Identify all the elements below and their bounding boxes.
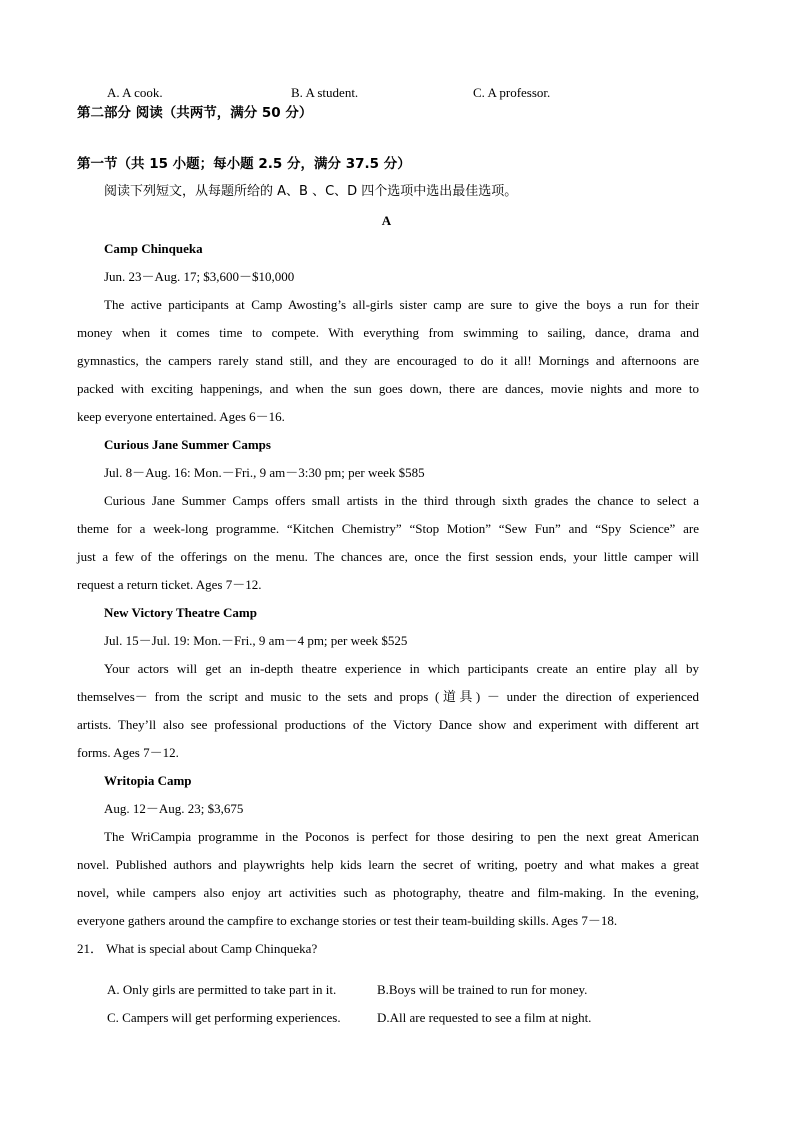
camp-text-line: artists. They’ll also see professional productions of the Victory Dance show and experiment with different art	[77, 717, 699, 732]
camp-text-line: Curious Jane Summer Camps offers small artists in the third through sixth grades the chance to select a	[104, 493, 699, 508]
camp-text-line: theme for a week-long programme. “Kitchen Chemistry” “Stop Motion” “Sew Fun” and “Spy Science” are	[77, 521, 699, 536]
camp-info: Jun. 23－Aug. 17; $3,600－$10,000	[104, 269, 295, 284]
camp-name: Curious Jane Summer Camps	[104, 437, 271, 452]
camp-text-line: forms. Ages 7－12.	[77, 745, 179, 760]
camp-text-line: request a return ticket. Ages 7－12.	[77, 577, 262, 592]
section-title: 第一节（共 15 小题；每小题 2.5 分，满分 37.5 分）	[77, 156, 411, 172]
camp-text-line: Your actors will get an in-depth theatre experience in which participants create an entire play all by	[104, 661, 699, 676]
camp-text-line: everyone gathers around the campfire to exchange stories or test their team-building skills. Ages 7－18.	[77, 913, 618, 928]
camp-text-line: themselves－ from the script and music to the sets and props (道具) － under the direction of experienced	[77, 689, 699, 704]
camp-text-line: keep everyone entertained. Ages 6－16.	[77, 409, 285, 424]
camp-text-line: gymnastics, the campers rarely stand still, and they are encouraged to do it all! Mornings and afternoons are	[77, 353, 699, 368]
camp-text-line: The WriCampia programme in the Poconos is perfect for those desiring to pen the next great American	[104, 829, 699, 844]
prev-option-b: B. A student.	[291, 85, 359, 100]
part-title: 第二部分 阅读（共两节，满分 50 分）	[77, 105, 313, 121]
camp-text-line: The active participants at Camp Awosting’s all-girls sister camp are sure to give the boys a run for their	[104, 297, 699, 312]
question-option-b: B.Boys will be trained to run for money.	[377, 982, 588, 997]
prev-option-c: C. A professor.	[473, 85, 551, 100]
camp-text-line: novel. Published authors and playwrights help kids learn the secret of writing, poetry and what makes a great	[77, 857, 699, 872]
camp-info: Aug. 12－Aug. 23; $3,675	[104, 801, 244, 816]
camp-name: Writopia Camp	[104, 773, 192, 788]
instruction: 阅读下列短文，从每题所给的 A、B 、C、D 四个选项中选出最佳选项。	[104, 184, 518, 199]
prev-option-a: A. A cook.	[107, 85, 163, 100]
question-option-d: D.All are requested to see a film at night.	[377, 1010, 592, 1025]
question-option-a: A. Only girls are permitted to take part in it.	[107, 982, 337, 997]
camp-info: Jul. 8－Aug. 16: Mon.－Fri., 9 am－3:30 pm; per week $585	[104, 465, 425, 480]
camp-text-line: novel, while campers also enjoy art activities such as photography, theatre and film-making. In the evening,	[77, 885, 699, 900]
camp-info: Jul. 15－Jul. 19: Mon.－Fri., 9 am－4 pm; per week $525	[104, 633, 408, 648]
passage-label: A	[381, 213, 392, 228]
camp-text-line: money when it comes time to compete. With everything from swimming to sailing, dance, drama and	[77, 325, 699, 340]
camp-name: New Victory Theatre Camp	[104, 605, 257, 620]
camp-text-line: packed with exciting happenings, and when the sun goes down, there are dances, movie nights and more to	[77, 381, 699, 396]
question-stem: 21． What is special about Camp Chinqueka?	[77, 941, 318, 956]
camp-text-line: just a few of the offerings on the menu. The chances are, once the first session ends, your little camper will	[77, 549, 699, 564]
camp-name: Camp Chinqueka	[104, 241, 203, 256]
question-option-c: C. Campers will get performing experiences.	[107, 1010, 341, 1025]
